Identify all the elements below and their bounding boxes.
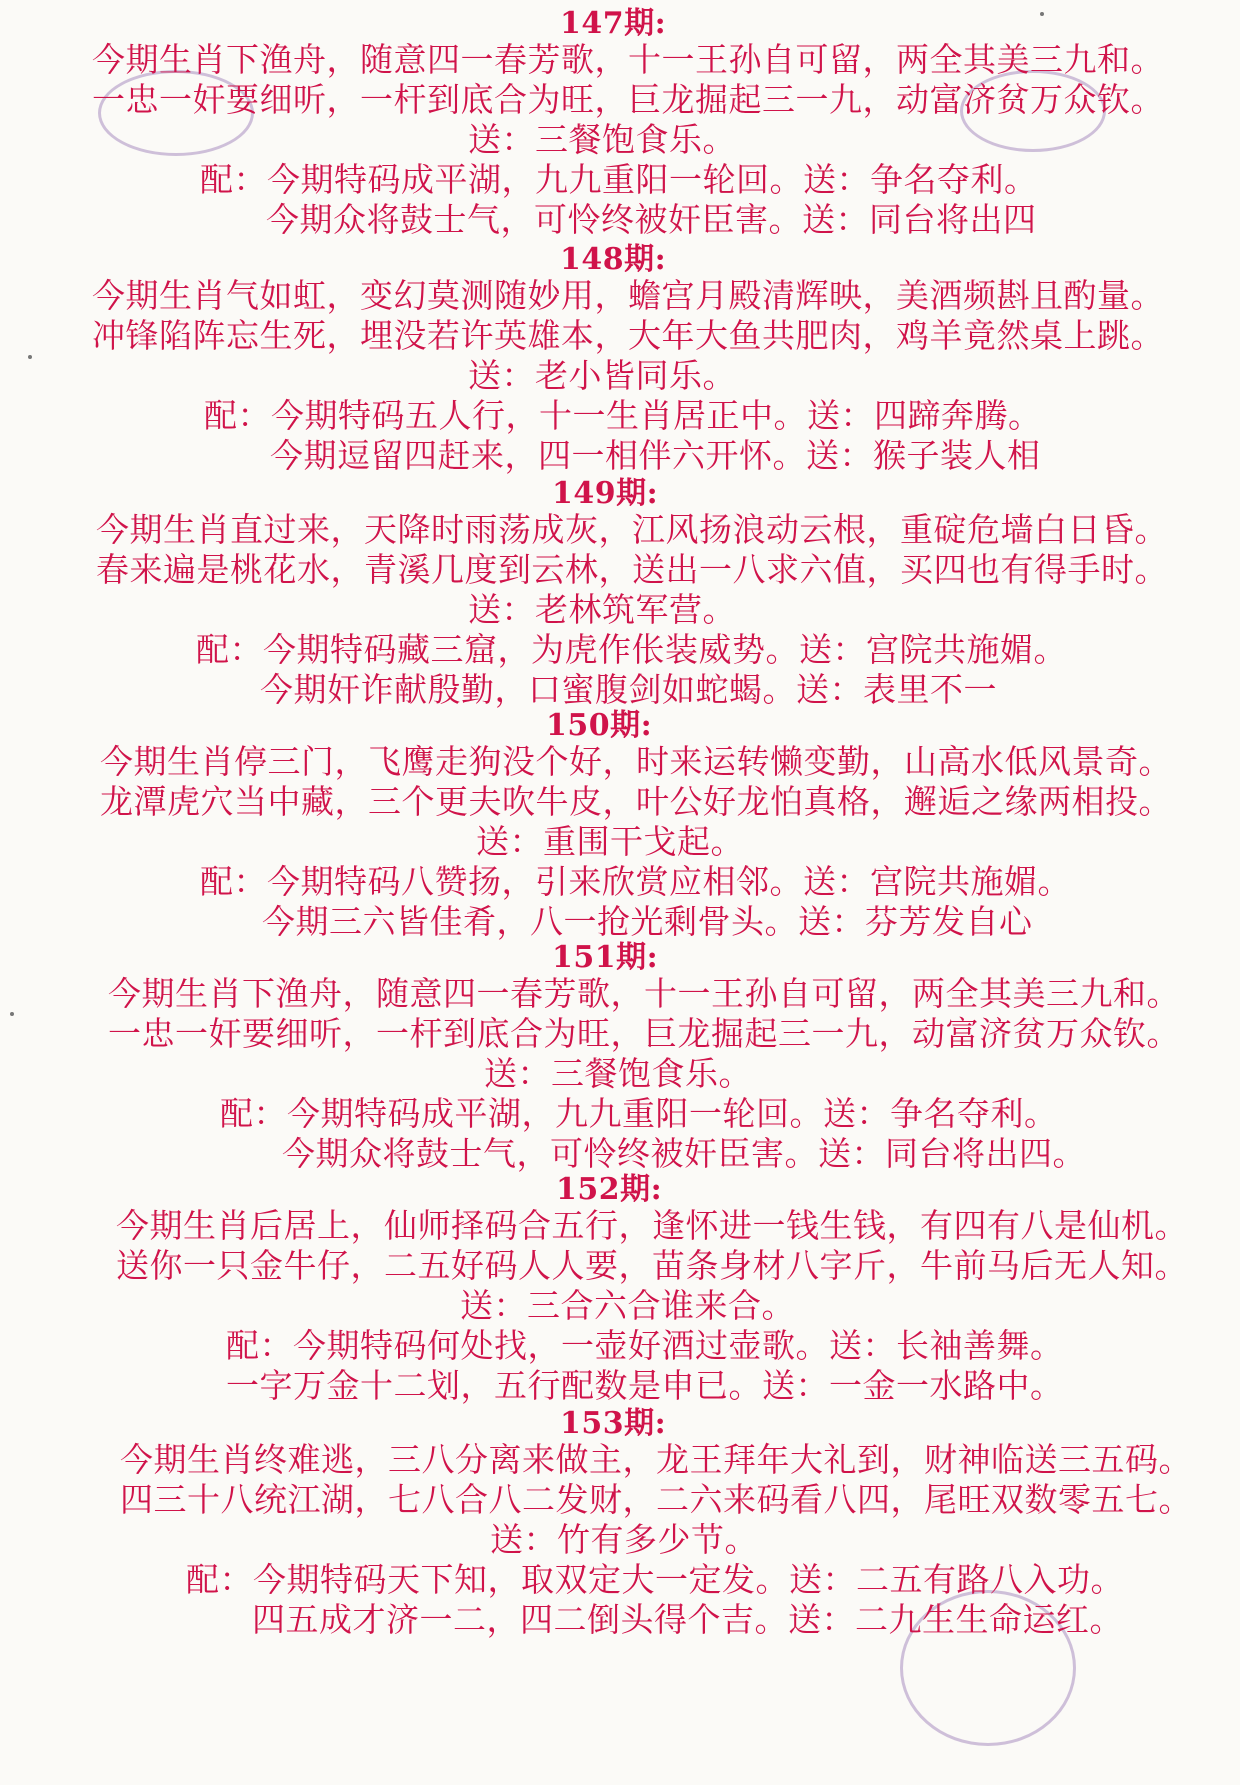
section-title: 147期: [560,6,667,41]
match-line: 今期奸诈献殷勤，口蜜腹剑如蛇蝎。送：表里不一 [260,670,997,709]
speck [1040,12,1044,16]
poem-line: 春来遍是桃花水，青溪几度到云林，送出一八求六值，买四也有得手时。 [96,550,1168,589]
poem-line: 冲锋陷阵忘生死，埋没若许英雄本，大年大鱼共肥肉，鸡羊竟然桌上跳。 [92,316,1164,355]
gift-line: 送：竹有多少节。 [490,1520,758,1559]
speck [10,1012,14,1016]
section-title: 151期: [552,940,659,975]
poem-line: 龙潭虎穴当中藏，三个更夫吹牛皮，叶公好龙怕真格，邂逅之缘两相投。 [100,782,1172,821]
poem-line: 今期生肖终难逃，三八分离来做主，龙王拜年大礼到，财神临送三五码。 [120,1440,1192,1479]
match-line: 配：今期特码成平湖，九九重阳一轮回。送：争名夺利。 [200,160,1038,199]
gift-line: 送：三餐饱食乐。 [468,120,736,159]
poem-line: 今期生肖下渔舟，随意四一春芳歌，十一王孙自可留，两全其美三九和。 [108,974,1180,1013]
match-line: 四五成才济一二，四二倒头得个吉。送：二九生生命运红。 [252,1600,1123,1639]
match-line: 配：今期特码八赞扬，引来欣赏应相邻。送：宫院共施媚。 [200,862,1071,901]
gift-line: 送：三餐饱食乐。 [484,1054,752,1093]
poem-line: 一忠一奸要细听，一杆到底合为旺，巨龙掘起三一九，动富济贫万众钦。 [92,80,1164,119]
gift-line: 送：老小皆同乐。 [468,356,736,395]
speck [28,355,32,359]
match-line: 配：今期特码藏三窟，为虎作伥装威势。送：宫院共施媚。 [196,630,1067,669]
match-line: 配：今期特码五人行，十一生肖居正中。送：四蹄奔腾。 [204,396,1042,435]
match-line: 今期众将鼓士气，可怜终被奸臣害。送：同台将出四。 [282,1134,1086,1173]
poem-line: 一忠一奸要细听，一杆到底合为旺，巨龙掘起三一九，动富济贫万众钦。 [108,1014,1180,1053]
match-line: 配：今期特码天下知，取双定大一定发。送：二五有路八入功。 [186,1560,1124,1599]
poem-line: 今期生肖直过来，天降时雨荡成灰，江风扬浪动云根，重碇危墙白日昏。 [96,510,1168,549]
poem-line: 四三十八统江湖，七八合八二发财，二六来码看八四，尾旺双数零五七。 [120,1480,1192,1519]
section-title: 149期: [552,476,659,511]
poem-line: 今期生肖气如虹，变幻莫测随妙用，蟾宫月殿清辉映，美酒频斟且酌量。 [92,276,1164,315]
match-line: 今期众将鼓士气，可怜终被奸臣害。送：同台将出四 [266,200,1037,239]
poem-line: 今期生肖停三门，飞鹰走狗没个好，时来运转懒变勤，山高水低风景奇。 [100,742,1172,781]
gift-line: 送：重围干戈起。 [476,822,744,861]
section-title: 150期: [546,708,653,743]
poem-line: 今期生肖下渔舟，随意四一春芳歌，十一王孙自可留，两全其美三九和。 [92,40,1164,79]
section-title: 152期: [556,1172,663,1207]
match-line: 配：今期特码何处找，一壶好酒过壶歌。送：长袖善舞。 [226,1326,1064,1365]
match-line: 今期逗留四赶来，四一相伴六开怀。送：猴子装人相 [270,436,1041,475]
match-line: 一字万金十二划，五行配数是申已。送：一金一水路中。 [226,1366,1064,1405]
section-title: 153期: [560,1406,667,1441]
match-line: 今期三六皆佳肴，八一抢光剩骨头。送：芬芳发自心 [262,902,1033,941]
section-title: 148期: [560,242,667,277]
gift-line: 送：三合六合谁来合。 [460,1286,795,1325]
gift-line: 送：老林筑军营。 [468,590,736,629]
poem-line: 今期生肖后居上，仙师择码合五行，逢怀进一钱生钱，有四有八是仙机。 [116,1206,1188,1245]
poem-line: 送你一只金牛仔，二五好码人人要，苗条身材八字斤，牛前马后无人知。 [116,1246,1188,1285]
match-line: 配：今期特码成平湖，九九重阳一轮回。送：争名夺利。 [220,1094,1058,1133]
